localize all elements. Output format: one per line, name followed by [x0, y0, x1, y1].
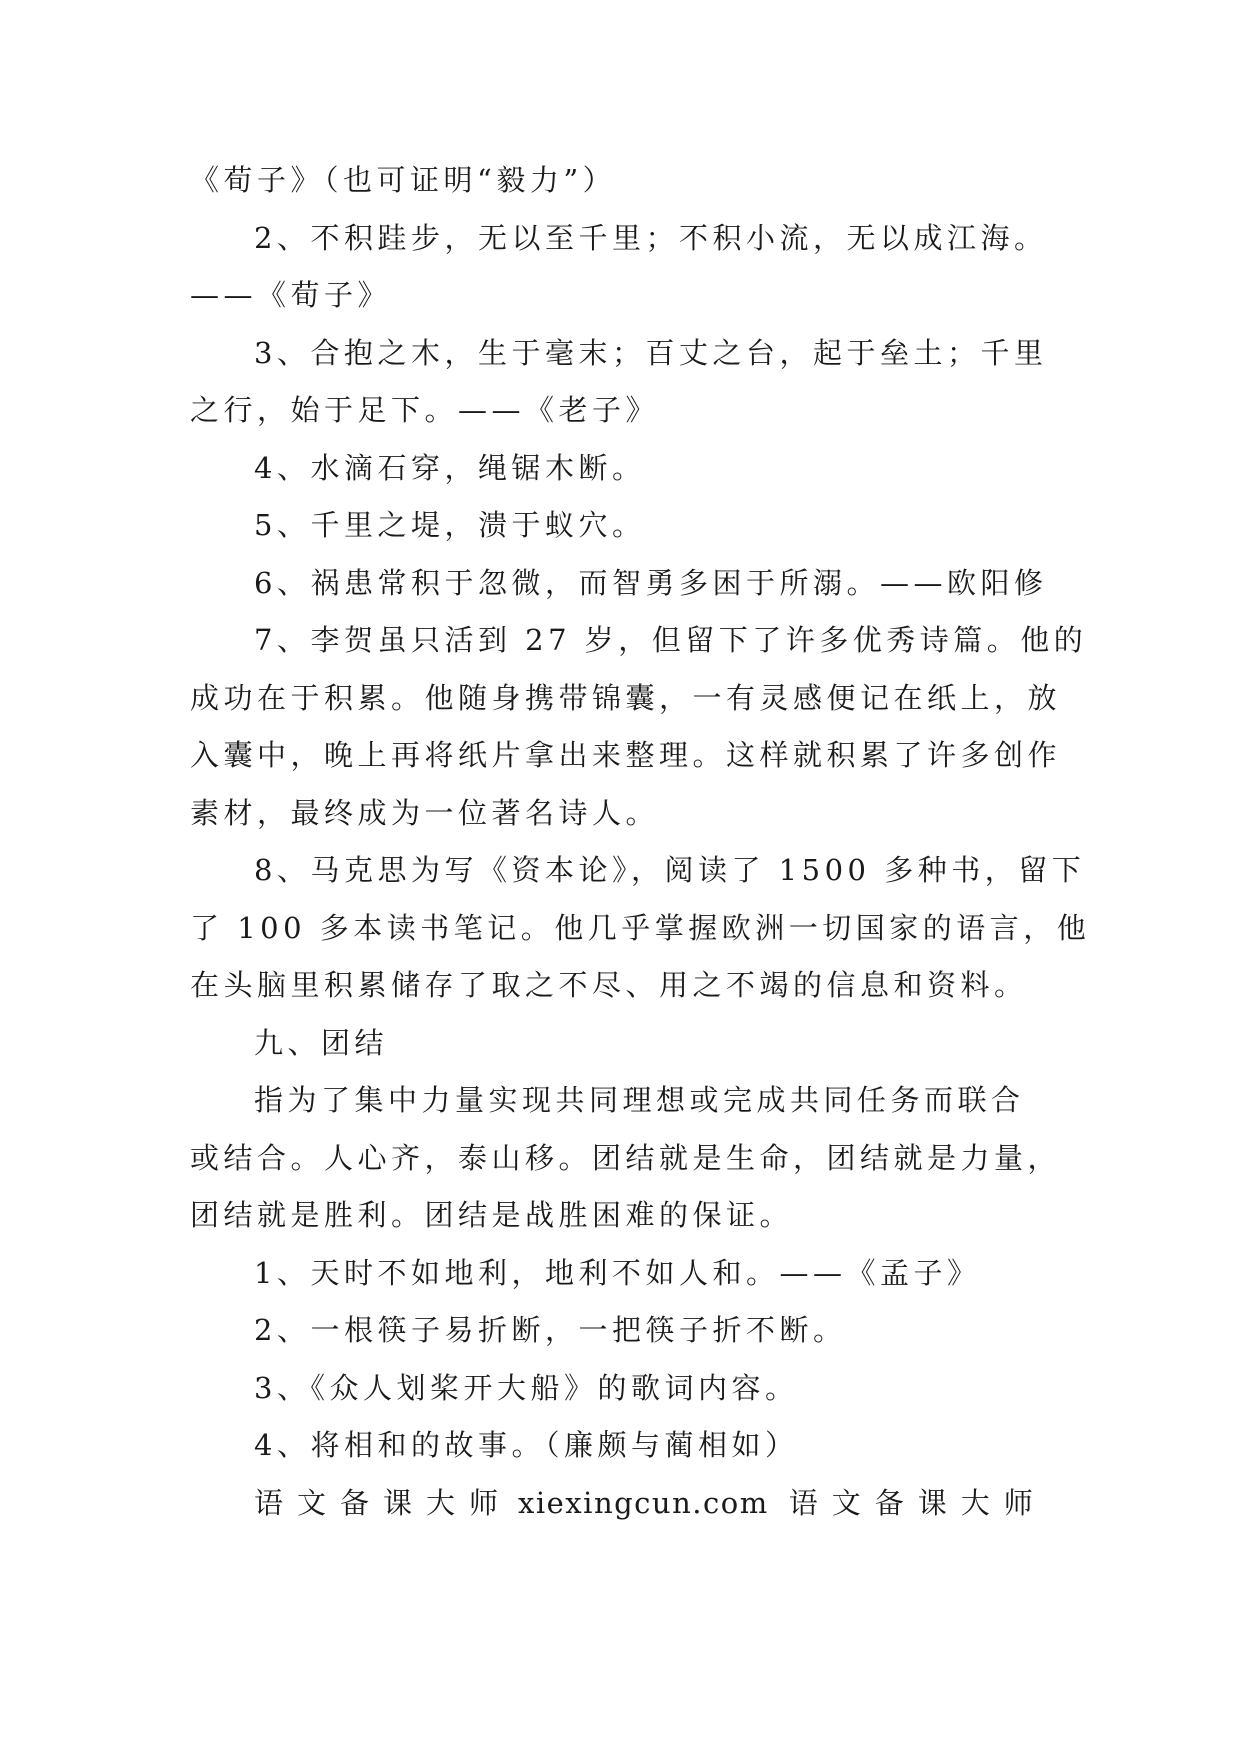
text-line: 之行，始于足下。——《老子》 [190, 393, 660, 427]
footer-url: xiexingcun.com [518, 1485, 769, 1520]
text-line: 2、不积跬步，无以至千里；不积小流，无以成江海。 [254, 220, 1048, 255]
footer [190, 1475, 1070, 1533]
text-line: 7、李贺虽只活到 27 岁，但留下了许多优秀诗篇。他的 [254, 623, 1088, 657]
text-line: 在头脑里积累储存了取之不尽、用之不竭的信息和资料。 [190, 968, 1028, 1002]
text-line: 2、一根筷子易折断，一把筷子折不断。 [254, 1313, 847, 1347]
text-line: 5、千里之堤，溃于蚁穴。 [254, 508, 646, 542]
text-line: 1、天时不如地利，地利不如人和。——《孟子》 [254, 1255, 981, 1290]
text-line: ——《荀子》 [190, 278, 392, 312]
text-line: 6、祸患常积于忽微，而智勇多困于所溺。——欧阳修 [254, 565, 1048, 600]
text-line: 4、水滴石穿，绳锯木断。 [254, 450, 646, 485]
text-line: 3、《众人划桨开大船》的歌词内容。 [254, 1370, 799, 1405]
text-line: 4、将相和的故事。（廉颇与蔺相如） [254, 1428, 799, 1462]
text-line: 《荀子》（也可证明“毅力”） [190, 163, 617, 197]
footer-brand-right: 语文备课大师 [788, 1485, 1047, 1520]
text-line: 或结合。人心齐，泰山移。团结就是生命，团结就是力量， [190, 1140, 1062, 1175]
text-line: 3、合抱之木，生于毫末；百丈之台，起于垒土；千里 [254, 335, 1048, 370]
text-line: 8、马克思为写《资本论》，阅读了 1500 多种书，留下 [254, 853, 1086, 887]
text-line: 入囊中，晚上再将纸片拿出来整理。这样就积累了许多创作 [190, 738, 1062, 772]
document-body [190, 152, 1091, 1532]
footer-brand-left: 语文备课大师 [254, 1485, 513, 1520]
text-line: 了 100 多本读书笔记。他几乎掌握欧洲一切国家的语言，他 [190, 910, 1091, 945]
text-line: 团结就是胜利。团结是战胜困难的保证。 [190, 1198, 794, 1232]
text-line: 成功在于积累。他随身携带锦囊，一有灵感便记在纸上，放 [190, 680, 1062, 715]
text-line: 指为了集中力量实现共同理想或完成共同任务而联合 [254, 1083, 1025, 1117]
section-heading: 九、团结 [254, 1025, 389, 1060]
text-line: 素材，最终成为一位著名诗人。 [190, 795, 660, 830]
